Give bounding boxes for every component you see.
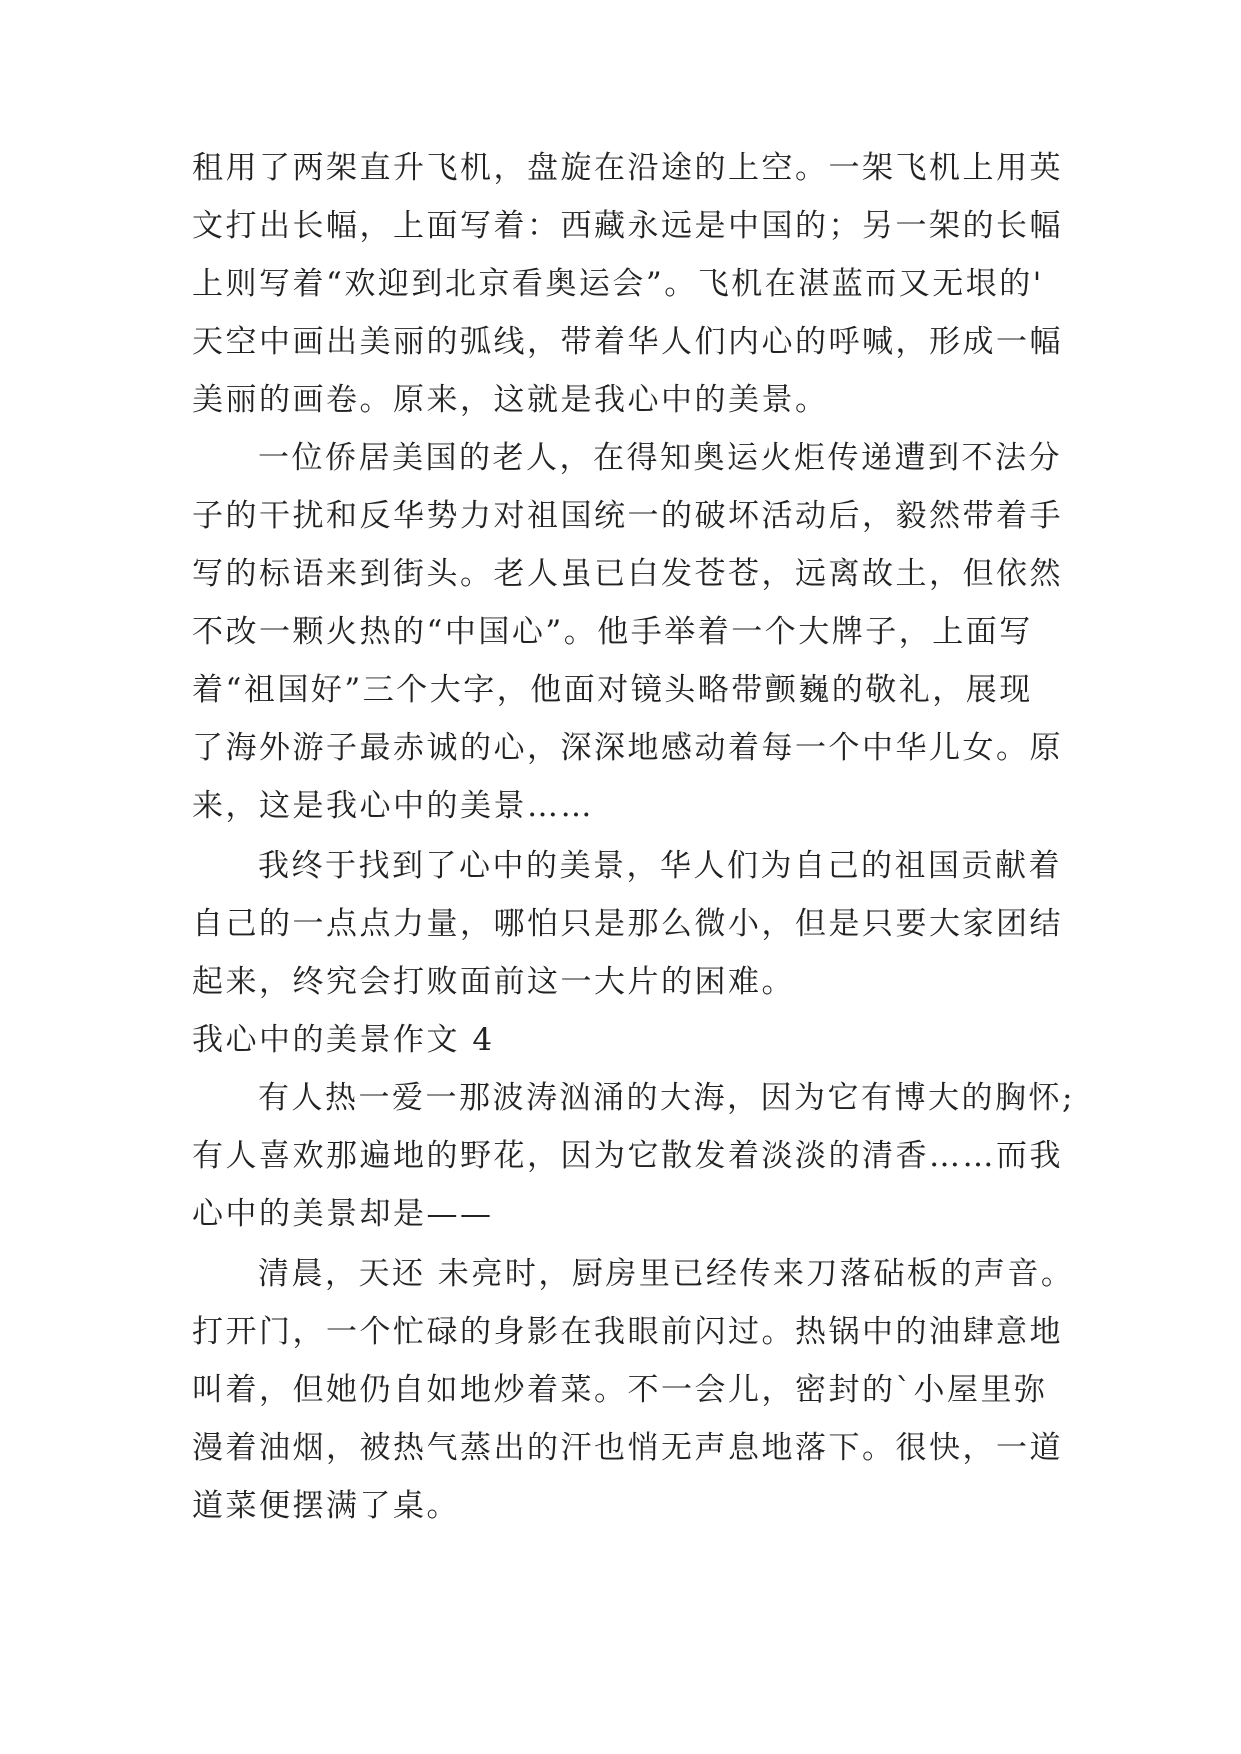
text-line: 叫着，但她仍自如地炒着菜。不一会儿，密封的`小屋里弥 [192,1372,1048,1408]
text-line: 不改一颗火热的“中国心”。他手举着一个大牌子，上面写 [192,614,1033,650]
text-line: 子的干扰和反华势力对祖国统一的破坏活动后，毅然带着手 [192,498,1063,534]
text-line: 租用了两架直升飞机，盘旋在沿途的上空。一架飞机上用英 [192,150,1063,186]
text-line: 文打出长幅，上面写着：西藏永远是中国的；另一架的长幅 [192,208,1063,244]
text-line: 漫着油烟，被热气蒸出的汗也悄无声息地落下。很快，一道 [192,1430,1063,1466]
text-line: 清晨，天还 未亮时，厨房里已经传来刀落砧板的声音。 [258,1256,1075,1292]
text-line: 了海外游子最赤诚的心，深深地感动着每一个中华儿女。原 [192,730,1063,766]
text-line: 写的标语来到街头。老人虽已白发苍苍，远离故土，但依然 [192,556,1063,592]
text-line: 有人热一爱一那波涛汹涌的大海，因为它有博大的胸怀; [258,1080,1075,1116]
text-line: 上则写着“欢迎到北京看奥运会”。飞机在湛蓝而又无垠的' [192,266,1044,302]
text-line: 天空中画出美丽的弧线，带着华人们内心的呼喊，形成一幅 [192,324,1063,360]
text-line: 我终于找到了心中的美景，华人们为自己的祖国贡献着 [258,848,1062,884]
section-heading: 我心中的美景作文 4 [192,1022,495,1058]
text-line: 心中的美景却是—— [192,1196,494,1232]
text-line: 道菜便摆满了桌。 [192,1488,460,1524]
text-line: 起来，终究会打败面前这一大片的困难。 [192,964,795,1000]
text-line: 来，这是我心中的美景…… [192,788,594,824]
text-line: 一位侨居美国的老人，在得知奥运火炬传递遭到不法分 [258,440,1062,476]
text-line: 着“祖国好”三个大字，他面对镜头略带颤巍的敬礼，展现 [192,672,1033,708]
text-line: 自己的一点点力量，哪怕只是那么微小，但是只要大家团结 [192,906,1063,942]
text-line: 美丽的画卷。原来，这就是我心中的美景。 [192,382,829,418]
text-line: 打开门，一个忙碌的身影在我眼前闪过。热锅中的油肆意地 [192,1314,1063,1350]
text-line: 有人喜欢那遍地的野花，因为它散发着淡淡的清香……而我 [192,1138,1063,1174]
